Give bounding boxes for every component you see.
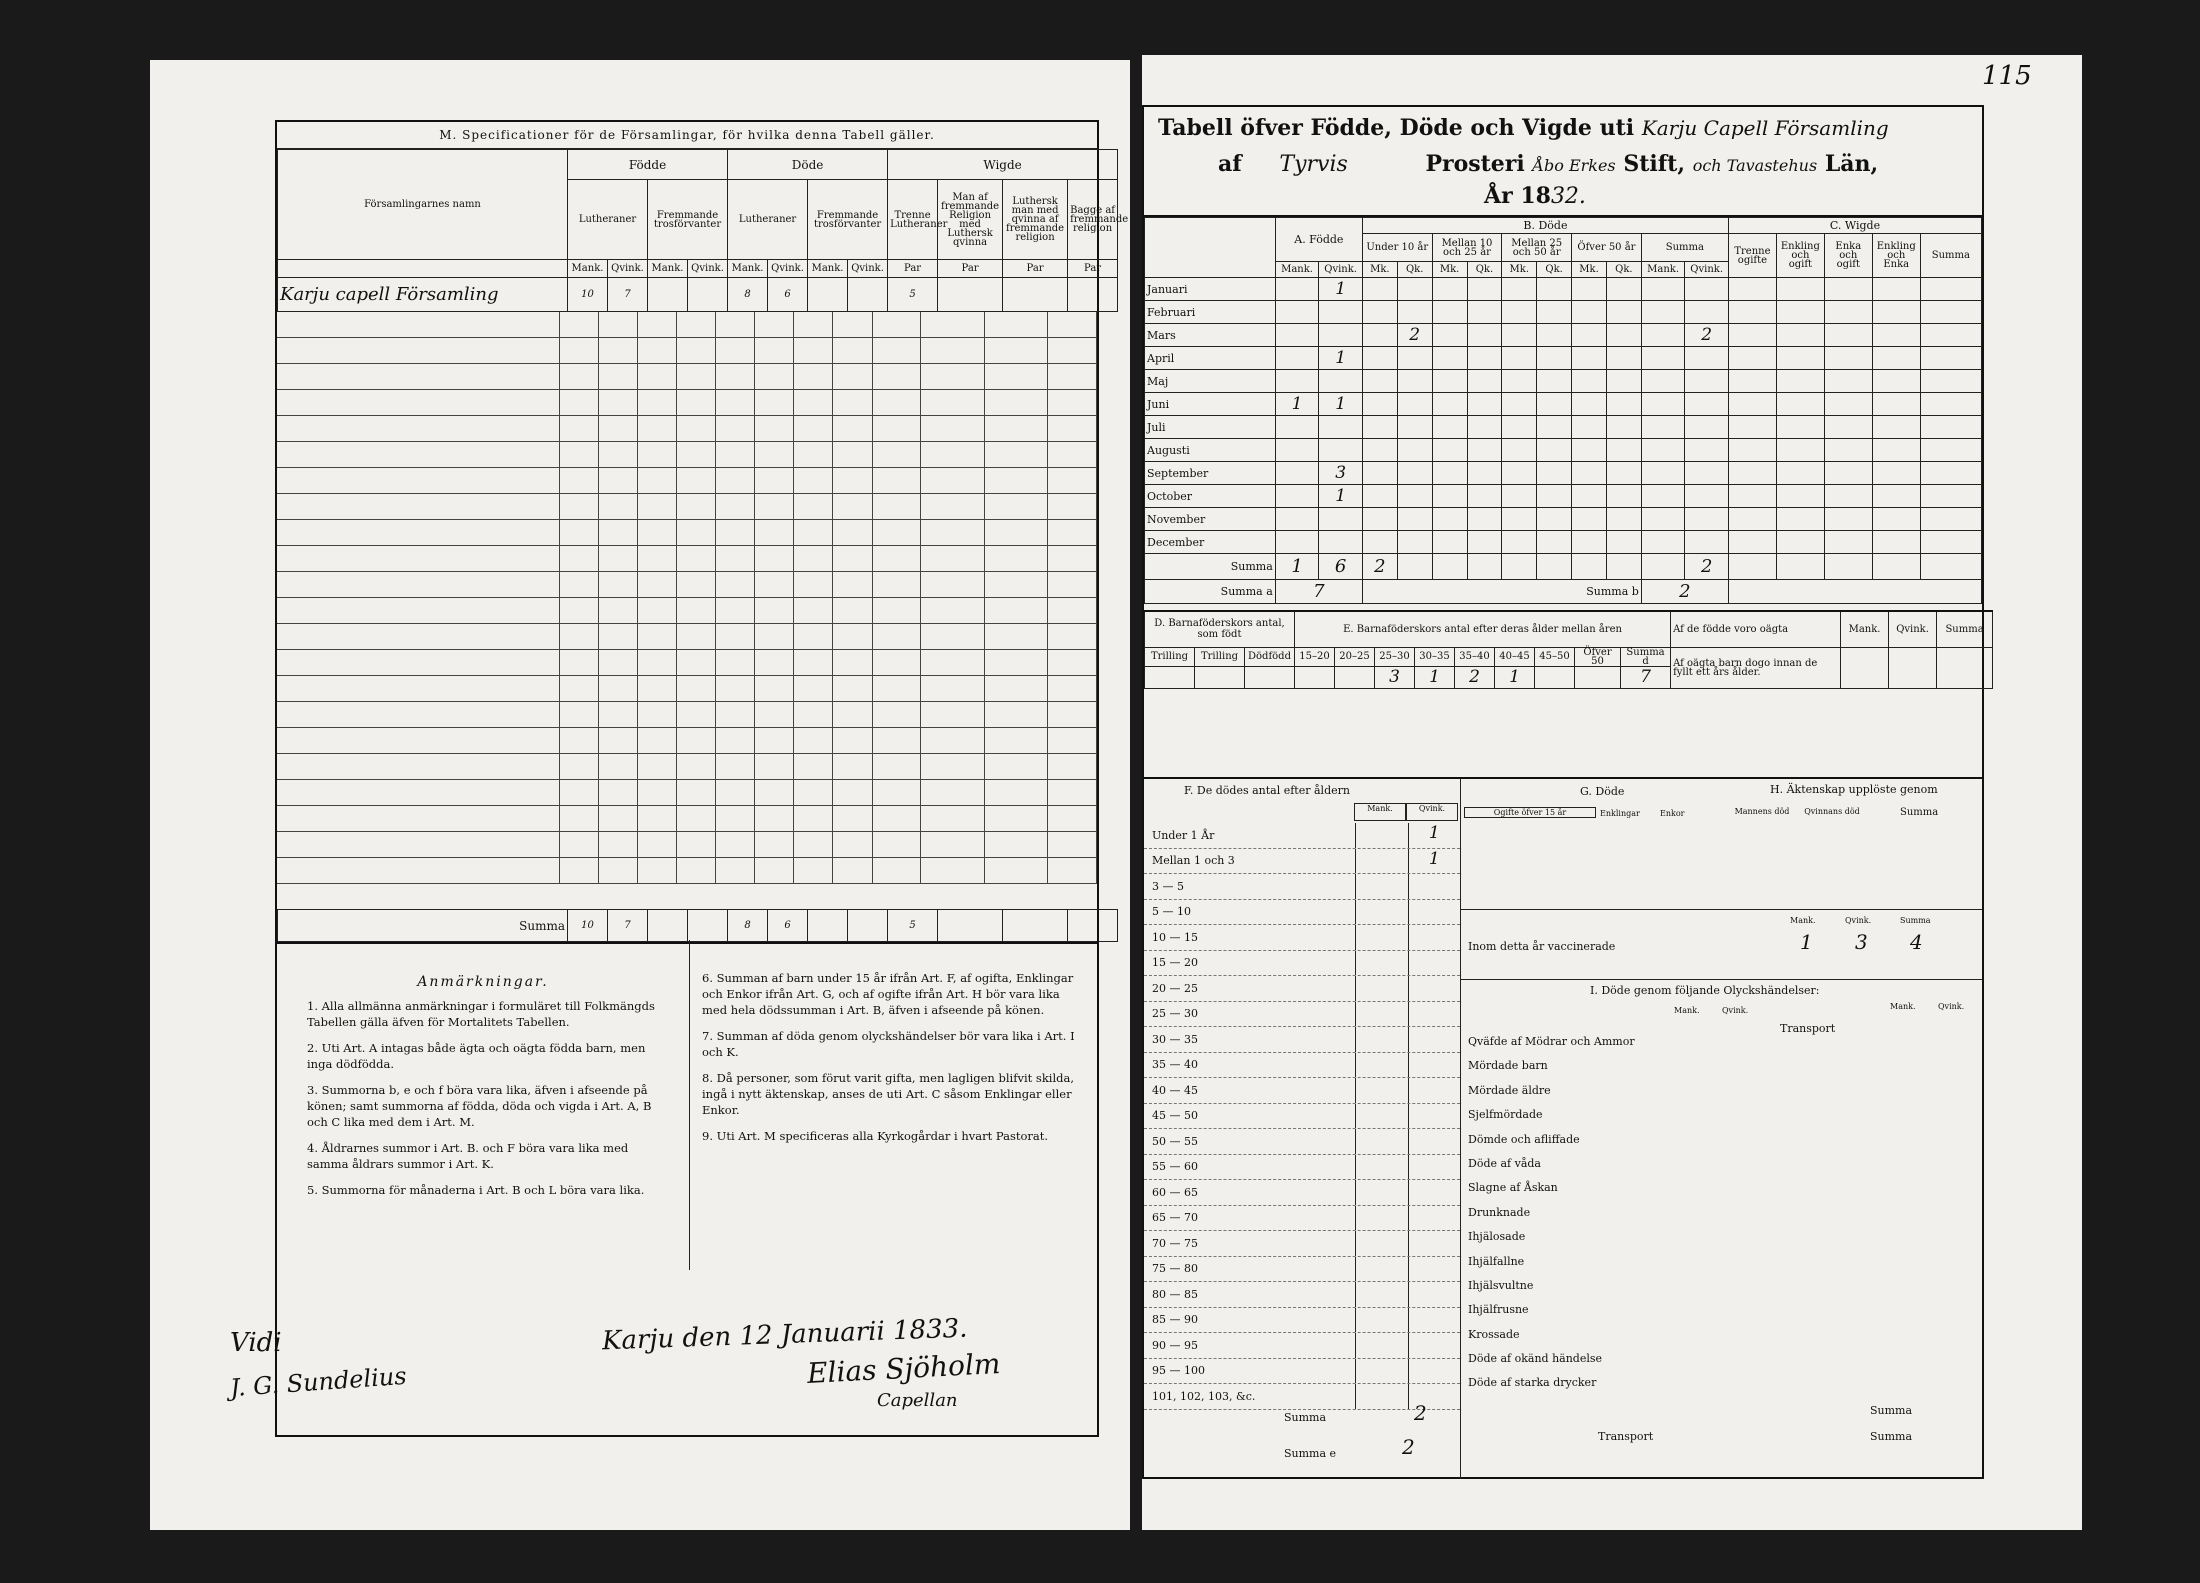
summa-f-qvink: 7 — [608, 910, 648, 942]
accident-label: Drunknade — [1468, 1205, 1531, 1219]
age-row — [1144, 823, 1460, 849]
accident-label: Mördade äldre — [1468, 1083, 1551, 1097]
age-label: 101, 102, 103, &c. — [1152, 1389, 1256, 1403]
age-label: 45 — 50 — [1152, 1109, 1198, 1123]
summa-e: 2 — [1402, 1435, 1415, 1459]
month-label: October — [1145, 485, 1276, 508]
month-row — [1145, 508, 1982, 531]
month-cell: 1 — [1275, 393, 1319, 416]
summa-row — [277, 909, 1118, 942]
e-col: 30–35 — [1415, 647, 1455, 666]
month-label: April — [1145, 347, 1276, 370]
h-mannens: Mannens död — [1734, 807, 1790, 816]
e-col: Öfver 50 — [1575, 647, 1621, 666]
month-cell: 2 — [1685, 324, 1729, 347]
title-block — [1144, 107, 1982, 217]
h-qvink: Qvink. — [608, 260, 648, 278]
h-qvink: Qvink. — [688, 260, 728, 278]
age-label: 35 — 40 — [1152, 1058, 1198, 1072]
h-mank: Mank. — [1841, 611, 1889, 647]
i-h-qvink-2: Qvink. — [1938, 1002, 1965, 1011]
month-row — [1145, 531, 1982, 554]
vacc-h-qvink: Qvink. — [1845, 916, 1872, 925]
table-row — [277, 806, 1097, 832]
month-row — [1145, 462, 1982, 485]
accident-label: Ihjälosade — [1468, 1230, 1526, 1244]
month-cell: 1 — [1319, 347, 1363, 370]
age-label: 3 — 5 — [1152, 879, 1184, 893]
age-label: 30 — 35 — [1152, 1032, 1198, 1046]
b-summa: Summa — [1641, 234, 1728, 262]
signature-title: Capellan — [877, 1390, 958, 1411]
art-c: C. Wigde — [1728, 218, 1981, 234]
h-qvink: Qvink. — [768, 260, 808, 278]
title-prefix: Tabell öfver Födde, Döde och Vigde uti — [1158, 115, 1635, 141]
summa-w-par: 5 — [888, 910, 938, 942]
month-label: Juli — [1145, 416, 1276, 439]
note-item: 3. Summorna b, e och f böra vara lika, äfven i afseende på könen; samt summorna af födda, döda och vigda i Art. A, B och C lika med dem i Art. M. — [307, 1083, 652, 1129]
g-ogifte: Ogifte öfver 15 år — [1464, 807, 1596, 818]
age-label: 10 — 15 — [1152, 930, 1198, 944]
art-i: I. Döde genom följande Olyckshändelser: — [1590, 984, 1820, 997]
h-qk: Qk. — [1537, 262, 1572, 278]
title-hw-stift: Åbo Erkes — [1532, 156, 1616, 175]
note-item: 4. Åldrarnes summor i Art. B. och F böra vara lika med samma åldrars summor i Art. K. — [307, 1141, 629, 1171]
month-row — [1145, 439, 1982, 462]
age-row — [1144, 1282, 1460, 1308]
vacc-qvink: 3 — [1855, 930, 1868, 954]
oagta-born: Af de födde voro oägta — [1671, 611, 1841, 647]
notes-left-col — [277, 940, 690, 1270]
age-row — [1144, 976, 1460, 1002]
table-row — [277, 520, 1097, 546]
age-label: 70 — 75 — [1152, 1236, 1198, 1250]
age-label: 20 — 25 — [1152, 981, 1198, 995]
notes-title: Anmärkningar. — [417, 974, 549, 990]
h-qvink: Qvink. — [1685, 262, 1729, 278]
table-row — [277, 468, 1097, 494]
f-h-qvink: Qvink. — [1406, 803, 1458, 821]
age-label: 25 — 30 — [1152, 1007, 1198, 1021]
art-b: B. Döde — [1362, 218, 1728, 234]
col-wigde: Wigde — [888, 150, 1118, 180]
g-enkor: Enkor — [1660, 809, 1685, 818]
title-hw-prosteri: Tyrvis — [1279, 152, 1348, 177]
cell-f-mank: 10 — [568, 278, 608, 312]
e-col: 25–30 — [1375, 647, 1415, 666]
art-f-block — [1144, 779, 1461, 1479]
table-row — [277, 338, 1097, 364]
summa-ab-row — [1145, 580, 1982, 604]
art-e: E. Barnaföderskors antal efter deras ålder mellan åren — [1295, 611, 1671, 647]
e-col: Summa d — [1621, 647, 1671, 666]
empty-rows — [277, 312, 1097, 884]
age-row — [1144, 849, 1460, 875]
age-row — [1144, 1129, 1460, 1155]
accident-label: Ihjälsvultne — [1468, 1278, 1534, 1292]
month-cell: 1 — [1319, 278, 1363, 301]
summa-a-q: 6 — [1319, 554, 1363, 580]
title-hw-year: 32. — [1550, 184, 1586, 209]
age-qvink: 1 — [1408, 849, 1460, 874]
accident-label: Ihjälfrusne — [1468, 1303, 1529, 1317]
d-col: Trilling — [1145, 647, 1195, 666]
f-summa-label: Summa — [1284, 1411, 1327, 1424]
sub-bagge: Bagge af fremmande religion — [1068, 180, 1118, 260]
e-value — [1535, 666, 1575, 688]
month-label: December — [1145, 531, 1276, 554]
h-qk: Qk. — [1606, 262, 1641, 278]
e-col: 20–25 — [1335, 647, 1375, 666]
summa-a: 7 — [1275, 580, 1362, 604]
right-page — [1142, 55, 2082, 1530]
month-row — [1145, 278, 1982, 301]
age-row — [1144, 1308, 1460, 1334]
table-row — [277, 650, 1097, 676]
age-row — [1144, 874, 1460, 900]
age-row — [1144, 1002, 1460, 1028]
e-col: 40–45 — [1495, 647, 1535, 666]
vacc-h-mank: Mank. — [1790, 916, 1816, 925]
d-col: Dödfödd — [1245, 647, 1295, 666]
summa-label: Summa — [278, 910, 568, 942]
month-label: Mars — [1145, 324, 1276, 347]
i-h-mank-2: Mank. — [1890, 1002, 1916, 1011]
table-row — [277, 598, 1097, 624]
age-label: 55 — 60 — [1152, 1160, 1198, 1174]
h-qvinnans: Qvinnans död — [1804, 807, 1860, 816]
age-label: 80 — 85 — [1152, 1287, 1198, 1301]
table-row — [277, 390, 1097, 416]
c-summa: Summa — [1920, 234, 1981, 278]
signature-name: Elias Sjöholm — [806, 1346, 1002, 1391]
e-value: 1 — [1495, 666, 1535, 688]
sub-lutheraner-d: Lutheraner — [728, 180, 808, 260]
summa-a-label: Summa a — [1145, 580, 1276, 604]
h-summa: Summa — [1937, 611, 1993, 647]
age-label: Mellan 1 och 3 — [1152, 854, 1235, 868]
h-qvink: Qvink. — [1889, 611, 1937, 647]
month-row — [1145, 347, 1982, 370]
note-item: 5. Summorna för månaderna i Art. B och L böra vara lika. — [307, 1183, 645, 1197]
summa-f-mank: 10 — [568, 910, 608, 942]
e-value: 2 — [1455, 666, 1495, 688]
table-row — [277, 442, 1097, 468]
sub-luthersk-man: Luthersk man med qvinna af fremmande religion — [1003, 180, 1068, 260]
vacc-h-summa: Summa — [1900, 916, 1931, 925]
f-summa: 2 — [1414, 1401, 1427, 1425]
cell-d-mank: 8 — [728, 278, 768, 312]
accident-label: Döde af våda — [1468, 1156, 1541, 1170]
left-page — [150, 60, 1130, 1530]
month-label: September — [1145, 462, 1276, 485]
signature-place-date: Karju den 12 Januarii 1833. — [601, 1313, 968, 1357]
g-enklingar: Enklingar — [1600, 809, 1640, 818]
accident-label: Mördade barn — [1468, 1059, 1548, 1073]
h-mank: Mank. — [568, 260, 608, 278]
h-par: Par — [888, 260, 938, 278]
spec-grid — [277, 149, 1129, 312]
table-row — [277, 702, 1097, 728]
age-label: Under 1 År — [1152, 828, 1215, 842]
note-item: 2. Uti Art. A intagas både ägta och oägta födda barn, men inga dödfödda. — [307, 1041, 646, 1071]
art-h: H. Äktenskap upplöste genom — [1770, 783, 1938, 796]
sub-fremmande-d: Fremmande trosförvanter — [808, 180, 888, 260]
table-row — [277, 546, 1097, 572]
vidi: Vidi — [230, 1328, 282, 1358]
summa-b-s-qk: 2 — [1685, 554, 1729, 580]
summa-b: 2 — [1641, 580, 1728, 604]
age-row — [1144, 1155, 1460, 1181]
age-row — [1144, 1384, 1460, 1410]
b-10-25: Mellan 10 och 25 år — [1432, 234, 1502, 262]
vidi-signature: J. G. Sundelius — [229, 1361, 408, 1403]
h-qk: Qk. — [1467, 262, 1502, 278]
title-prosteri: Prosteri — [1425, 151, 1525, 177]
age-label: 15 — 20 — [1152, 956, 1198, 970]
table-row — [278, 278, 1118, 312]
h-mk: Mk. — [1502, 262, 1537, 278]
specification-table — [275, 120, 1129, 944]
h-mank: Mank. — [1275, 262, 1319, 278]
h-mank: Mank. — [808, 260, 848, 278]
note-item: 6. Summan af barn under 15 år ifrån Art. F, af ogifta, Enklingar och Enkor ifrån Art. G, och af ogifte ifrån Art. H bör vara lika med hela dödssumman i Art. B, äfven i afseende på könen. — [702, 971, 1074, 1017]
age-row — [1144, 1078, 1460, 1104]
title-lan: Län, — [1824, 151, 1879, 177]
sub-trenne: Trenne Lutheraner — [888, 180, 938, 260]
h-mank: Mank. — [1641, 262, 1685, 278]
table-row — [277, 364, 1097, 390]
abc-table — [1144, 217, 1982, 604]
age-row — [1144, 1206, 1460, 1232]
e-col: 15–20 — [1295, 647, 1335, 666]
age-row — [1144, 1257, 1460, 1283]
col-dode: Döde — [728, 150, 888, 180]
age-label: 60 — 65 — [1152, 1185, 1198, 1199]
age-row — [1144, 1104, 1460, 1130]
parish-name: Karju capell Församling — [278, 278, 568, 312]
d-col: Trilling — [1195, 647, 1245, 666]
accident-label: Dömde och afliffade — [1468, 1132, 1580, 1146]
col-parish: Församlingarnes namn — [278, 150, 568, 260]
h-mk: Mk. — [1432, 262, 1467, 278]
note-item: 1. Alla allmänna anmärkningar i formuläret till Folkmängds Tabellen gälla äfven för Mortalitets Tabellen. — [307, 999, 655, 1029]
i-h-qvink: Qvink. — [1722, 1006, 1749, 1015]
table-row — [277, 312, 1097, 338]
table-row — [277, 494, 1097, 520]
accident-label: Sjelfmördade — [1468, 1108, 1543, 1122]
f-h-mank: Mank. — [1354, 803, 1406, 821]
i-h-mank: Mank. — [1674, 1006, 1700, 1015]
title-af: af — [1218, 151, 1242, 177]
table-row — [277, 832, 1097, 858]
notes-right-col — [702, 970, 1082, 1154]
page-number: 115 — [1982, 61, 2032, 91]
oagta-died: Af oägta barn dogo innan de fyllt ett års ålder. — [1671, 647, 1841, 688]
table-row — [277, 858, 1097, 884]
note-item: 8. Då personer, som förut varit gifta, men lagligen blifvit skilda, ingå i nytt äktenskap, anses de uti Art. C såsom Enklingar eller Enkor. — [702, 1071, 1075, 1117]
transport-top: Transport — [1780, 1022, 1836, 1035]
e-value — [1575, 666, 1621, 688]
spec-title: M. Specificationer för de Församlingar, för hvilka denna Tabell gäller. — [277, 122, 1097, 149]
e-value: 7 — [1621, 666, 1671, 688]
summa-b-label: Summa b — [1362, 580, 1641, 604]
month-label: Januari — [1145, 278, 1276, 301]
lower-region — [1144, 777, 1982, 1479]
age-row — [1144, 1180, 1460, 1206]
col-fodde: Födde — [568, 150, 728, 180]
e-value — [1335, 666, 1375, 688]
e-col: 45–50 — [1535, 647, 1575, 666]
note-item: 7. Summan af döda genom olyckshändelser bör vara lika i Art. I och K. — [702, 1029, 1075, 1059]
e-value: 1 — [1415, 666, 1455, 688]
h-mank: Mank. — [728, 260, 768, 278]
vacc-label: Inom detta år vaccinerade — [1468, 940, 1616, 953]
h-mk: Mk. — [1362, 262, 1397, 278]
month-label: Maj — [1145, 370, 1276, 393]
month-row — [1145, 393, 1982, 416]
h-qvink: Qvink. — [848, 260, 888, 278]
vacc-mank: 1 — [1800, 930, 1813, 954]
table-row — [277, 676, 1097, 702]
accident-label: Slagne af Åskan — [1468, 1181, 1558, 1195]
cell-w-par: 5 — [888, 278, 938, 312]
art-gh-block — [1460, 779, 1982, 909]
age-label: 5 — 10 — [1152, 905, 1191, 919]
sub-lutheraner: Lutheraner — [568, 180, 648, 260]
month-cell: 3 — [1319, 462, 1363, 485]
summa-label: Summa — [1145, 554, 1276, 580]
e-value: 3 — [1375, 666, 1415, 688]
summa-row — [1145, 554, 1982, 580]
art-a: A. Födde — [1275, 218, 1362, 262]
accidents-block — [1460, 979, 1982, 1480]
h-par: Par — [938, 260, 1003, 278]
art-d: D. Barnaföderskors antal, som födt — [1145, 611, 1295, 647]
vacc-summa: 4 — [1910, 930, 1923, 954]
cell-d-qvink: 6 — [768, 278, 808, 312]
month-label: Juni — [1145, 393, 1276, 416]
age-row — [1144, 1231, 1460, 1257]
age-label: 95 — 100 — [1152, 1364, 1205, 1378]
h-par: Par — [1068, 260, 1118, 278]
month-cell: 2 — [1397, 324, 1432, 347]
i-summa-2: Summa — [1870, 1430, 1913, 1443]
month-cell: 1 — [1319, 485, 1363, 508]
de-table — [1144, 610, 1993, 689]
h-mk: Mk. — [1572, 262, 1607, 278]
table-row — [277, 728, 1097, 754]
title-ar: År 18 — [1484, 183, 1551, 209]
h-summa: Summa — [1900, 807, 1939, 818]
age-row — [1144, 1359, 1460, 1385]
age-row — [1144, 900, 1460, 926]
c-enkling-enka: Enkling och Enka — [1872, 234, 1920, 278]
b-under10: Under 10 år — [1362, 234, 1432, 262]
accident-label: Döde af okänd händelse — [1468, 1352, 1603, 1366]
month-label: Augusti — [1145, 439, 1276, 462]
b-25-50: Mellan 25 och 50 år — [1502, 234, 1572, 262]
sub-fremmande: Fremmande trosförvanter — [648, 180, 728, 260]
table-row — [277, 624, 1097, 650]
cell-f-qvink: 7 — [608, 278, 648, 312]
summa-d-qvink: 6 — [768, 910, 808, 942]
age-label: 90 — 95 — [1152, 1338, 1198, 1352]
art-f: F. De dödes antal efter åldern — [1184, 784, 1350, 797]
note-item: 9. Uti Art. M specificeras alla Kyrkogårdar i hvart Pastorat. — [702, 1129, 1049, 1143]
sub-man-af: Man af fremmande Religion med Luthersk qvinna — [938, 180, 1003, 260]
accident-label: Qväfde af Mödrar och Ammor — [1468, 1035, 1635, 1048]
age-label: 75 — 80 — [1152, 1262, 1198, 1276]
month-cell: 1 — [1319, 393, 1363, 416]
h-par: Par — [1003, 260, 1068, 278]
e-col: 35–40 — [1455, 647, 1495, 666]
title-hw-parish: Karju Capell Församling — [1641, 116, 1889, 140]
age-label: 65 — 70 — [1152, 1211, 1198, 1225]
summa-b-u-mk: 2 — [1362, 554, 1397, 580]
age-label: 85 — 90 — [1152, 1313, 1198, 1327]
table-row — [277, 754, 1097, 780]
age-row — [1144, 951, 1460, 977]
month-row — [1145, 324, 1982, 347]
table-row — [277, 780, 1097, 806]
vaccination-block — [1460, 909, 1982, 980]
h-qk: Qk. — [1397, 262, 1432, 278]
age-row — [1144, 925, 1460, 951]
e-value — [1295, 666, 1335, 688]
age-row — [1144, 1027, 1460, 1053]
art-g: G. Döde — [1580, 785, 1625, 798]
month-label: Februari — [1145, 301, 1276, 324]
month-row — [1145, 485, 1982, 508]
c-enka-ogift: Enka och ogift — [1824, 234, 1872, 278]
accident-label: Ihjälfallne — [1468, 1254, 1525, 1268]
b-over50: Öfver 50 år — [1572, 234, 1642, 262]
age-label: 50 — 55 — [1152, 1134, 1198, 1148]
table-row — [277, 416, 1097, 442]
age-row — [1144, 1053, 1460, 1079]
age-qvink: 1 — [1408, 823, 1460, 848]
summa-a-m: 1 — [1275, 554, 1319, 580]
summa-e-label: Summa e — [1284, 1447, 1337, 1460]
title-hw-lan: och Tavastehus — [1692, 156, 1818, 175]
accident-label: Krossade — [1468, 1327, 1520, 1341]
c-trenne: Trenne ogifte — [1728, 234, 1776, 278]
main-table — [1142, 105, 1984, 1479]
month-row — [1145, 370, 1982, 393]
transport-bottom: Transport — [1598, 1430, 1654, 1443]
i-summa-1: Summa — [1870, 1404, 1913, 1417]
c-enkling-ogift: Enkling och ogift — [1776, 234, 1824, 278]
age-label: 40 — 45 — [1152, 1083, 1198, 1097]
title-stift: Stift, — [1623, 151, 1686, 177]
month-label: November — [1145, 508, 1276, 531]
summa-d-mank: 8 — [728, 910, 768, 942]
age-row — [1144, 1333, 1460, 1359]
h-mank: Mank. — [648, 260, 688, 278]
month-row — [1145, 416, 1982, 439]
accident-label: Döde af starka drycker — [1468, 1376, 1597, 1390]
table-row — [277, 572, 1097, 598]
h-qvink: Qvink. — [1319, 262, 1363, 278]
month-row — [1145, 301, 1982, 324]
